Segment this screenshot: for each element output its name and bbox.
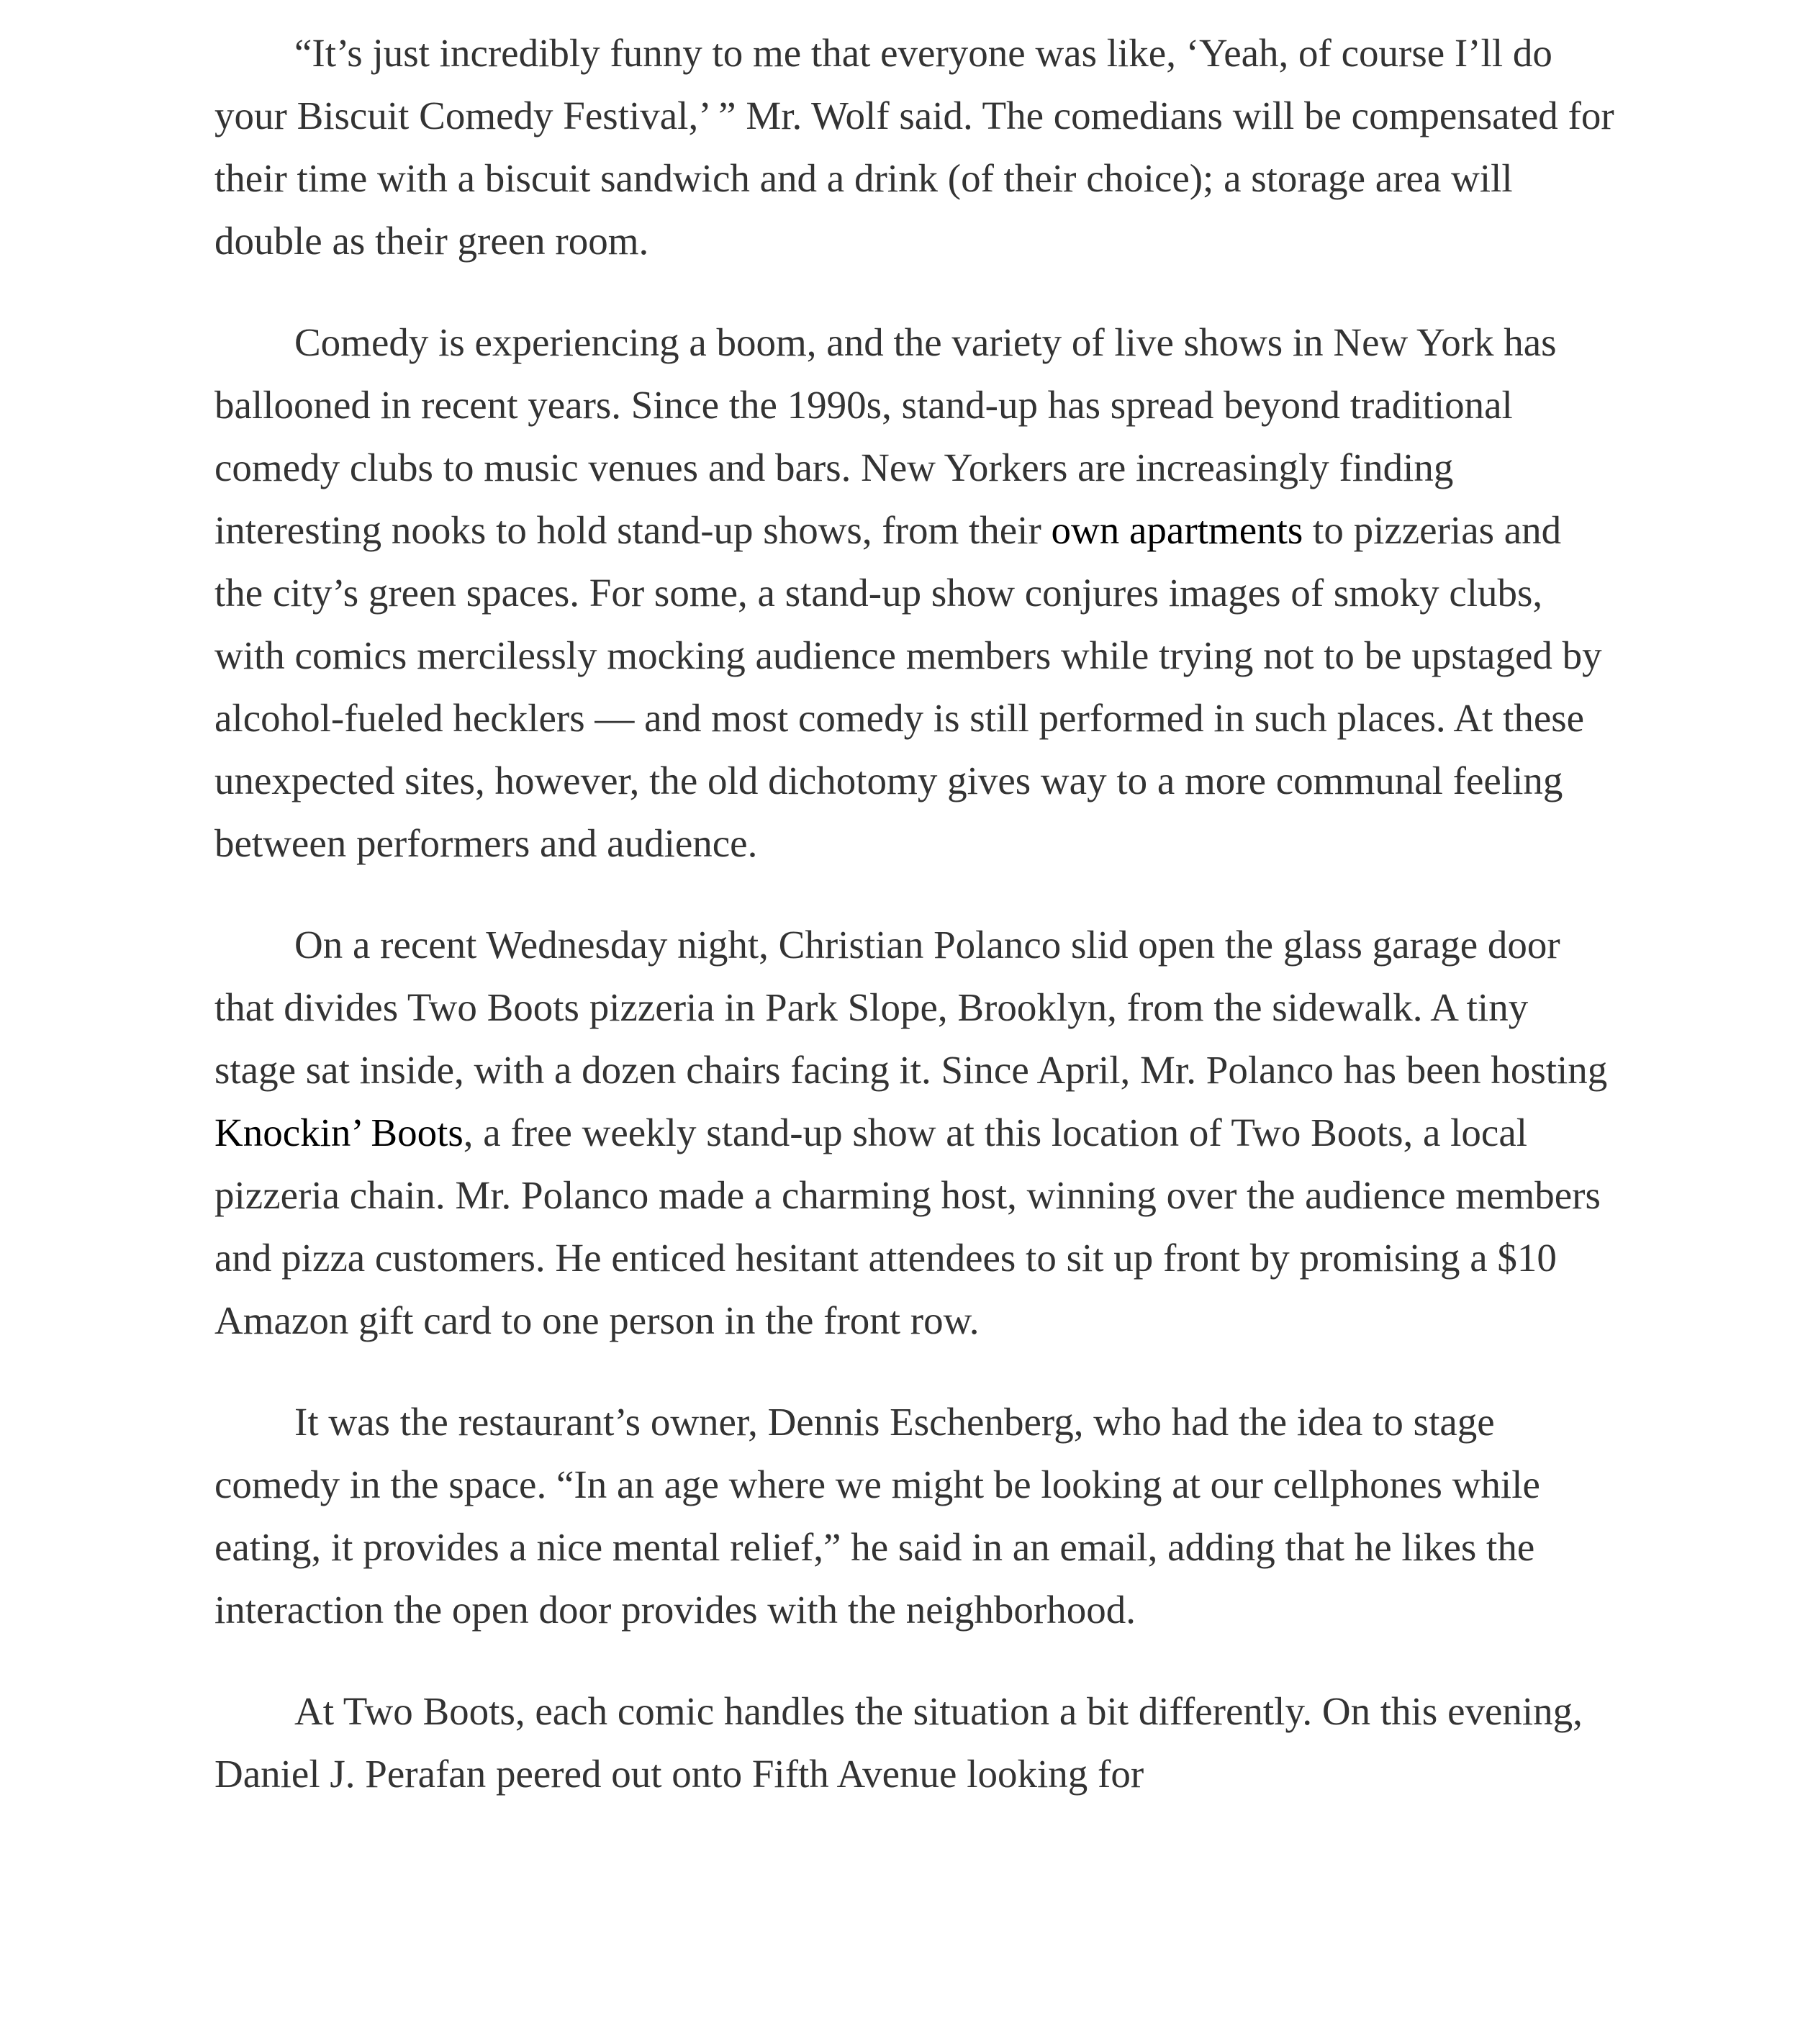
paragraph-text: At Two Boots, each comic handles the situation a bit differently. On this evening, Daniel J. Perafan peered out onto Fifth Avenue looking for: [214, 1689, 1583, 1796]
paragraph-owner-quote: [214, 1390, 1614, 1641]
paragraph-text: On a recent Wednesday night, Christian Polanco slid open the glass garage door that divides Two Boots pizzeria in Park Slope, Brooklyn, from the sidewalk. A tiny stage sat inside, with a dozen chairs facing it. Since April, Mr. Polanco has been hosting: [214, 923, 1608, 1092]
paragraph-text: “It’s just incredibly funny to me that everyone was like, ‘Yeah, of course I’ll do your Biscuit Comedy Festival,’ ” Mr. Wolf said. The comedians will be compensated for their time with a biscuit sandwich and a drink (of their choice); a storage area will double as their green room.: [214, 31, 1614, 263]
paragraph-text: to pizzerias and the city’s green spaces. For some, a stand-up show conjures images of smoky clubs, with comics mercilessly mocking audience members while trying not to be upstaged by alcohol-fueled hecklers — and most comedy is still performed in such places. At these unexpected sites, however, the old dichotomy gives way to a more communal feeling between performers and audience.: [214, 508, 1602, 865]
paragraph-text: It was the restaurant’s owner, Dennis Eschenberg, who had the idea to stage comedy in the space. “In an age where we might be looking at our cellphones while eating, it provides a nice mental relief,” he said in an email, adding that he likes the interaction the open door provides with the neighborhood.: [214, 1400, 1540, 1632]
paragraph-two-boots: [214, 913, 1614, 1352]
own-apartments-link[interactable]: own apartments: [1051, 508, 1303, 552]
paragraph-text: , a free weekly stand-up show at this location of Two Boots, a local pizzeria chain. Mr. Polanco made a charming host, winning over the audience members and pizza customers. He enticed hesitant attendees to sit up front by promising a $10 Amazon gift card to one person in the front row.: [214, 1111, 1601, 1342]
paragraph-perafan: [214, 1680, 1614, 1805]
paragraph-comedy-boom: [214, 311, 1614, 874]
knockin-boots-link[interactable]: Knockin’ Boots: [214, 1111, 464, 1154]
paragraph-wolf-quote: [214, 22, 1614, 272]
paragraph-text: Comedy is experiencing a boom, and the variety of live shows in New York has ballooned in recent years. Since the 1990s, stand-up has spread beyond traditional comedy clubs to music venues and bars. New Yorkers are increasingly finding interesting nooks to hold stand-up shows, from their: [214, 320, 1557, 552]
article-body: [214, 22, 1614, 1844]
